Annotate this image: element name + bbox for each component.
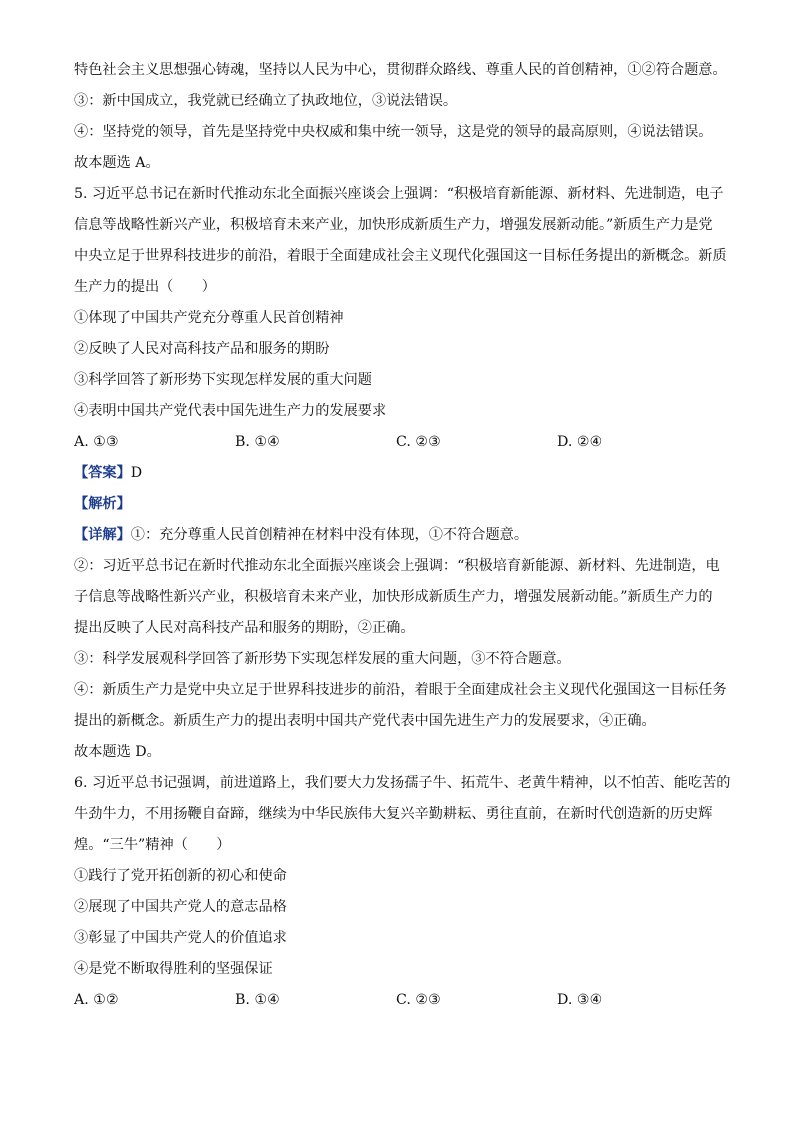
question-6-stem-line: 6. 习近平总书记强调，前进道路上，我们要大力发扬孺子牛、拓荒牛、老黄牛精神，以不怕苦、能吃苦的 — [74, 775, 731, 791]
question-6-stem-line: 煌。“三牛”精神（ ） — [74, 837, 231, 853]
analysis-heading — [74, 494, 724, 514]
question-5-stem-line: 信息等战略性新兴产业，积极培育未来产业，加快形成新质生产力，增强发展新动能。”新质生产力是党 — [74, 217, 713, 233]
answer-line — [74, 463, 724, 483]
answer-tag: 【答案】 — [74, 465, 131, 481]
detail-4-line: ④：新质生产力是党中央立足于世界科技进步的前沿，着眼于全面建成社会主义现代化强国这一目标任务 — [74, 682, 727, 698]
detail-2-line: 子信息等战略性新兴产业，积极培育未来产业，加快形成新质生产力，增强发展新动能。”新质生产力的 — [74, 589, 713, 605]
detail-4-block — [74, 680, 727, 731]
detail-3: ③：科学发展观科学回答了新形势下实现怎样发展的重大问题，③不符合题意。 — [74, 651, 571, 667]
detail-tag: 【详解】 — [74, 527, 131, 543]
document-page — [74, 60, 731, 1021]
option-b: B. ①④ — [235, 992, 280, 1008]
prev-analysis-line-1: 特色社会主义思想强心铸魂，坚持以人民为中心，贯彻群众路线、尊重人民的首创精神，①②符合题意。 — [74, 62, 727, 78]
question-6-item-4: ④是党不断取得胜利的坚强保证 — [74, 961, 273, 977]
option-d: D. ②④ — [557, 434, 603, 450]
option-d: D. ③④ — [557, 992, 603, 1008]
detail-2-line: 提出反映了人民对高科技产品和服务的期盼，②正确。 — [74, 620, 415, 636]
option-c: C. ②③ — [396, 434, 441, 450]
option-a: A. ①② — [74, 992, 119, 1008]
question-5-stem-line: 生产力的提出（ ） — [74, 279, 216, 295]
prev-analysis-line-3: ④：坚持党的领导，首先是坚持党中央权威和集中统一领导，这是党的领导的最高原则，④说法错误。 — [74, 124, 713, 140]
answer-value: D — [130, 465, 143, 481]
question-5-item-2: ②反映了人民对高科技产品和服务的期盼 — [74, 341, 330, 357]
question-5-stem — [74, 184, 727, 297]
question-6-item-3: ③彰显了中国共产党人的价值追求 — [74, 930, 287, 946]
option-c: C. ②③ — [396, 992, 441, 1008]
question-5-stem-line: 5. 习近平总书记在新时代推动东北全面振兴座谈会上强调：“积极培育新能源、新材料、先进制造，电子 — [74, 186, 724, 202]
prev-analysis-line-2: ③：新中国成立，我党就已经确立了执政地位，③说法错误。 — [74, 93, 458, 109]
analysis-tag: 【解析】 — [74, 496, 131, 512]
question-5-item-1: ①体现了中国共产党充分尊重人民首创精神 — [74, 310, 344, 326]
question-6-stem — [74, 773, 731, 855]
detail-text-1: ①：充分尊重人民首创精神在材料中没有体现，①不符合题意。 — [130, 527, 529, 543]
question-5-stem-line: 中央立足于世界科技进步的前沿，着眼于全面建成社会主义现代化强国这一目标任务提出的新概念。新质 — [74, 248, 727, 264]
question-6-options — [74, 990, 724, 1010]
question-5-options — [74, 432, 724, 452]
detail-2-block — [74, 556, 724, 638]
option-a: A. ①③ — [74, 434, 119, 450]
detail-2-line: ②：习近平总书记在新时代推动东北全面振兴座谈会上强调：“积极培育新能源、新材料、先进制造，电 — [74, 558, 720, 574]
detail-line-1 — [74, 525, 724, 545]
option-b: B. ①④ — [235, 434, 280, 450]
question-5-item-3: ③科学回答了新形势下实现怎样发展的重大问题 — [74, 372, 372, 388]
question-6-item-2: ②展现了中国共产党人的意志品格 — [74, 899, 287, 915]
question-6-item-1: ①践行了党开拓创新的初心和使命 — [74, 868, 287, 884]
detail-4-line: 提出的新概念。新质生产力的提出表明中国共产党代表中国先进生产力的发展要求，④正确。 — [74, 713, 656, 729]
question-5-item-4: ④表明中国共产党代表中国先进生产力的发展要求 — [74, 403, 387, 419]
question-6-stem-line: 牛劲牛力，不用扬鞭自奋蹄，继续为中华民族伟大复兴辛勤耕耘、勇往直前，在新时代创造新的历史辉 — [74, 806, 713, 822]
prev-conclusion: 故本题选 A。 — [74, 155, 160, 171]
question-5-conclusion: 故本题选 D。 — [74, 744, 161, 760]
